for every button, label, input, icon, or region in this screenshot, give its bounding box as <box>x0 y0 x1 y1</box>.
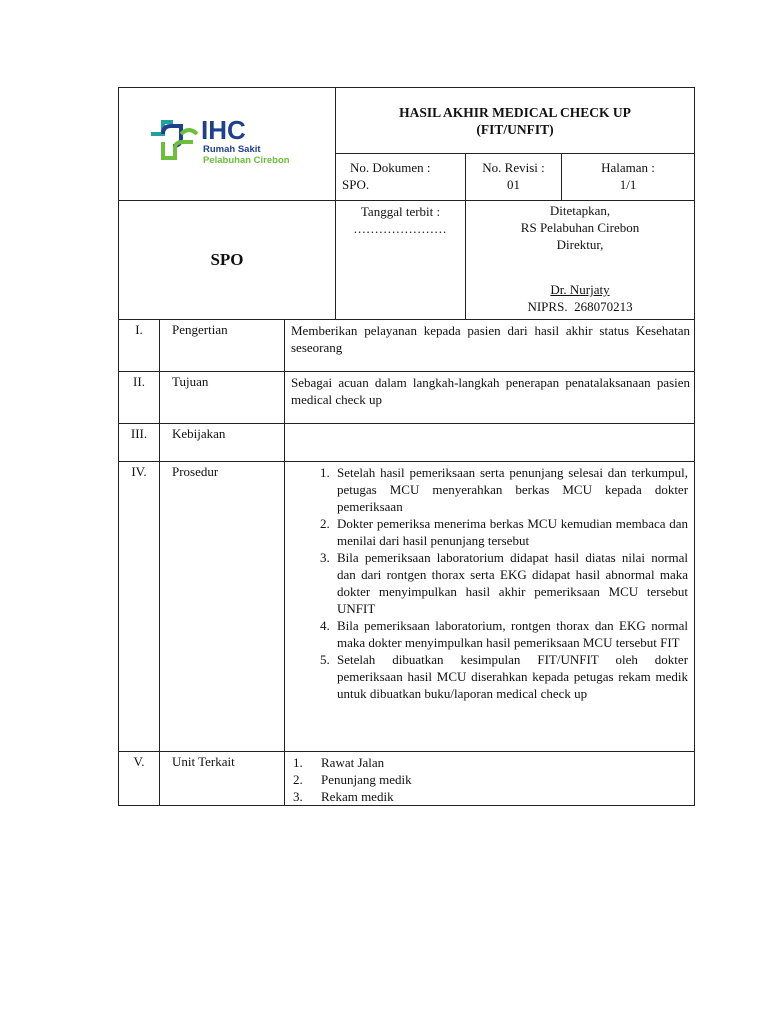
list-item: 2. Dokter pemeriksa menerima berkas MCU kemudian membaca dan menilai dari hasil penunjang tersebut <box>333 515 688 549</box>
direktur-label: Direktur, <box>556 237 604 252</box>
ditetapkan-label: Ditetapkan, <box>549 203 611 218</box>
tanggal-label: Tanggal terbit : <box>360 204 441 219</box>
logo-line2: Pelabuhan Cirebon <box>203 155 290 166</box>
list-item: 1. Setelah hasil pemeriksaan serta penunjang selesai dan terkumpul, petugas MCU menyerahkan berkas MCU kepada dokter pemeriksaan <box>333 464 688 515</box>
prosedur-cell <box>285 462 695 752</box>
list-item: 3. Rekam medik <box>293 789 394 804</box>
pengertian-label: Pengertian <box>160 320 285 372</box>
no-dokumen-label: No. Dokumen : <box>350 160 431 175</box>
no-dokumen-value: SPO. <box>342 177 370 192</box>
direktur-name: Dr. Nurjaty <box>550 282 610 297</box>
kebijakan-label: Kebijakan <box>160 424 285 462</box>
tanggal-terbit-cell <box>336 201 466 320</box>
kebijakan-num: III. <box>119 424 160 462</box>
no-revisi-value: 01 <box>507 177 521 192</box>
direktur-nip: NIPRS. 268070213 <box>527 299 633 314</box>
prosedur-list <box>285 464 688 702</box>
halaman-cell <box>562 154 695 201</box>
list-item: 1. Rawat Jalan <box>293 755 385 770</box>
pengertian-text: Memberikan pelayanan kepada pasien dari hasil akhir status Kesehatan seseorang <box>285 320 695 372</box>
ditetapkan-cell <box>466 201 695 320</box>
rs-name: RS Pelabuhan Cirebon <box>520 220 640 235</box>
pengertian-num: I. <box>119 320 160 372</box>
document-title <box>336 88 695 154</box>
title-line1: HASIL AKHIR MEDICAL CHECK UP <box>399 105 631 120</box>
unit-cell <box>285 752 695 806</box>
tujuan-num: II. <box>119 372 160 424</box>
no-dokumen-cell <box>336 154 466 201</box>
no-revisi-label: No. Revisi : <box>482 160 545 175</box>
halaman-value: 1/1 <box>619 177 637 192</box>
spo-document <box>118 87 694 806</box>
unit-list <box>285 754 694 805</box>
unit-label: Unit Terkait <box>160 752 285 806</box>
spo-label: SPO <box>119 201 336 320</box>
list-item: 4. Bila pemeriksaan laboratorium, rontgen thorax dan EKG normal maka dokter menyimpulkan hasil pemeriksaan MCU tersebut FIT <box>333 617 688 651</box>
tujuan-label: Tujuan <box>160 372 285 424</box>
list-item: 3. Bila pemeriksaan laboratorium didapat hasil diatas nilai normal dan dari rontgen thorax serta EKG didapat hasil abnormal maka dokter menyimpulkan hasil akhir pemeriksaan MCU tersebut UNFIT <box>333 549 688 617</box>
logo-line1: Rumah Sakit <box>203 144 261 155</box>
prosedur-label: Prosedur <box>160 462 285 752</box>
prosedur-num: IV. <box>119 462 160 752</box>
tanggal-value: ...................... <box>353 221 448 236</box>
unit-num: V. <box>119 752 160 806</box>
kebijakan-text <box>285 424 695 462</box>
logo-brand: IHC <box>201 115 246 145</box>
list-item: 2. Penunjang medik <box>293 772 412 787</box>
logo-cell <box>119 88 336 201</box>
list-item: 5. Setelah dibuatkan kesimpulan FIT/UNFIT oleh dokter pemeriksaan hasil MCU diserahkan kepada petugas rekam medik untuk dibuatkan buku/laporan medical check up <box>333 651 688 702</box>
title-line2: (FIT/UNFIT) <box>476 122 554 137</box>
halaman-label: Halaman : <box>601 160 655 175</box>
spo-table <box>118 87 695 806</box>
ihc-logo <box>149 112 299 168</box>
tujuan-text: Sebagai acuan dalam langkah-langkah penerapan penatalaksanaan pasien medical check up <box>285 372 695 424</box>
no-revisi-cell <box>466 154 562 201</box>
